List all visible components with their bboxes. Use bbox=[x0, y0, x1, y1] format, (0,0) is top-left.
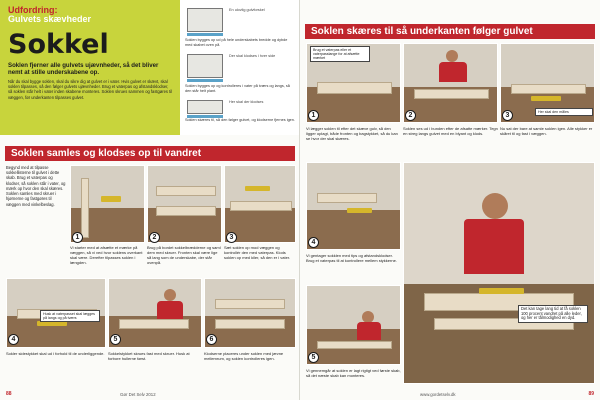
step-photo-5 bbox=[108, 278, 202, 348]
step-number: 4 bbox=[308, 237, 319, 248]
diagram-caption: Soklen bygges op ud på hele underskabets bredde og dybde med skabet oven på. bbox=[185, 38, 288, 47]
step-caption: Vi gentager sokklen med tips og afstandsklodser. Brug et vaterpas til at kontrollere mellem stykkerne. bbox=[306, 253, 397, 263]
diagram-label: En ulovlig gulvforskel bbox=[229, 8, 265, 12]
step-caption: Vi gennemgår at soklen er lagt rigtigt ved første skab, så det næste skab kan monteres. bbox=[306, 368, 401, 378]
section-intro: Begynd med at tilpasse sokkellisterne til gulvet i dette skab. Brug et vaterpas og klodser, så soklen står i vater, og mærk op hvor den skal skæres. Soklen samles med skruer i hjørnerne og fastgøres til væggen med vinkelbeslag. bbox=[6, 165, 66, 207]
diagram-label: Der skal klodses i hver side bbox=[229, 54, 276, 59]
step-caption: Sokler sidestykket skal ud i forhold til de underliggende. bbox=[6, 351, 105, 356]
diagram-3 bbox=[185, 96, 295, 118]
diagram-label: Her skal der klodses bbox=[229, 100, 264, 105]
step-number: 3 bbox=[226, 232, 237, 243]
deck-text: Soklen fjerner alle gulvets ujævnheder, så det bliver nemt at stille underskabene op. bbox=[8, 61, 159, 76]
step-photo-5 bbox=[306, 285, 401, 365]
step-number: 4 bbox=[8, 334, 19, 345]
diagram-1 bbox=[185, 4, 295, 38]
intro-body: Når du skal bygge soklen, skal du sikre dig at gulvet er i vater. Hvis gulvet er skævt, skal soklen tilpasses, så den følger gulvets ujævnheder. Brug et vaterpas og afstandsklodser, så soklen står helt i vater inden skabene monteres. Soklen skrues sammen og fastgøres til væggen, før underkanten tilpasses gulvet. bbox=[8, 78, 173, 100]
step-caption: Vi lægger soklen til efter det skæve gulv, så den ligger oplagt, både fronten og bagstykket, så du kan se hvor der skal skæres. bbox=[306, 126, 398, 141]
page-footer: Gør Det Selv 2012 bbox=[120, 392, 156, 397]
step-photo-1 bbox=[70, 165, 145, 243]
callout-note: Brug et vaterpas eller et vaterpasslange for at afsætte mærket bbox=[310, 46, 370, 62]
section-heading: Soklen skæres til så underkanten følger gulvet bbox=[305, 24, 595, 39]
callout-note: Husk at vaterpasset skal lægges på langs og på tværs bbox=[40, 310, 100, 322]
main-photo bbox=[403, 162, 595, 384]
diagram-caption: Soklen bygges op og kontrolleres i vater på tværs og langs, så den står helt plant. bbox=[185, 84, 290, 93]
section-heading: Soklen samles og klodses op til vandret bbox=[5, 146, 295, 161]
step-number: 1 bbox=[308, 110, 319, 121]
kicker: Udfordring: bbox=[8, 5, 58, 15]
page-title: Sokkel bbox=[8, 28, 109, 60]
right-page bbox=[300, 0, 600, 400]
callout-note: Det kan tage lang tid at få soklen 100 procent vandret på alle leder, og her er tålmodighed en dyd. bbox=[518, 305, 588, 323]
step-caption: Nu sat der bare at samle soklen igen. Alle stykker er skåret til og fast i væggen. bbox=[500, 126, 593, 136]
step-caption: Sokkelstykket skrues fast med skruer. Husk at forbore hullerne først. bbox=[108, 351, 190, 361]
step-caption: Brug på bordet sokkelbrædderne og saml dem med skruer. Fronten skal være lige så lang som de underskabe, der står ovenpå. bbox=[147, 245, 221, 265]
page-number: 89 bbox=[588, 391, 594, 397]
step-caption: Klodserne placeres under soklen med jævne mellemrum, og soklen kontrolleres igen. bbox=[204, 351, 284, 361]
diagram-panel bbox=[180, 0, 300, 135]
step-caption: Vi starter med at afsætte et mærke på væggen, så vi ved hvor soklens overkant skal være. Derefter tilpasses soklen i længden. bbox=[70, 245, 143, 265]
step-number: 5 bbox=[110, 334, 121, 345]
step-caption: Soklen ses ud i bunden efter de afsatte mærker. Tegn en streg langs gulvet med en blyant og klods. bbox=[403, 126, 498, 136]
step-photo-6 bbox=[204, 278, 296, 348]
kicker-subtitle: Gulvets skævheder bbox=[8, 14, 92, 25]
step-number: 6 bbox=[206, 334, 217, 345]
step-number: 2 bbox=[405, 110, 416, 121]
step-photo-4 bbox=[306, 162, 401, 250]
intro-panel bbox=[0, 0, 180, 135]
diagram-caption: Soklen skæres til, så den følger gulvet, og klodserne fjernes igen. bbox=[185, 118, 295, 123]
step-photo-2 bbox=[403, 43, 498, 123]
page-footer: www.gordetselv.dk bbox=[420, 392, 456, 397]
step-number: 1 bbox=[72, 232, 83, 243]
step-number: 5 bbox=[308, 352, 319, 363]
step-number: 2 bbox=[149, 232, 160, 243]
step-photo-3 bbox=[224, 165, 296, 243]
step-caption: Sæt soklen op mod væggen og kontrollér den med vaterpas. Klods soklen op med kiler, så den er i vater. bbox=[224, 245, 291, 260]
page-number: 88 bbox=[6, 391, 12, 397]
step-number: 3 bbox=[502, 110, 513, 121]
diagram-2 bbox=[185, 50, 295, 84]
callout-note: Her skal den måles bbox=[535, 108, 593, 116]
step-photo-2 bbox=[147, 165, 222, 243]
